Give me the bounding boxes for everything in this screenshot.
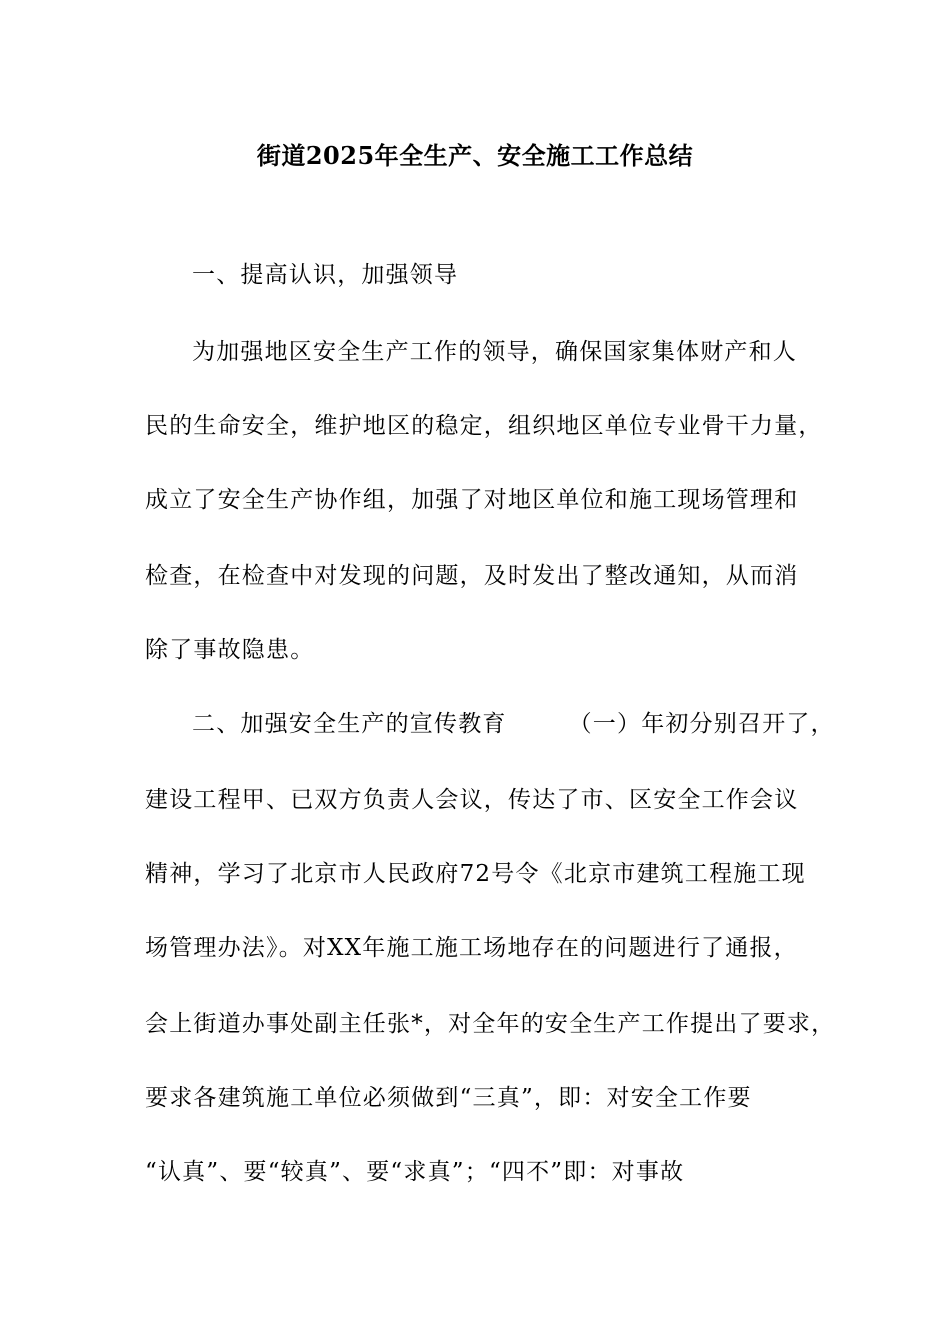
section-heading-2-line [192,709,835,739]
paragraph-line: 场管理办法》。对XX年施工施工场地存在的问题进行了通报， [145,935,798,961]
section-heading-1: 一、提高认识，加强领导 [192,262,459,288]
document-title: 街道2025年全生产、安全施工工作总结 [256,141,694,170]
paragraph-line: 成立了安全生产协作组，加强了对地区单位和施工现场管理和 [145,487,799,513]
section-2-continuation: （一）年初分别召开了， [568,711,835,737]
paragraph-line: 检查，在检查中对发现的问题，及时发出了整改通知，从而消 [145,563,799,589]
paragraph-line: 要求各建筑施工单位必须做到“三真”，即：对安全工作要 [145,1085,752,1111]
paragraph-line: 除了事故隐患。 [145,637,315,663]
paragraph-line: 精神，学习了北京市人民政府72号令《北京市建筑工程施工现 [145,861,806,887]
paragraph-line: 民的生命安全，维护地区的稳定，组织地区单位专业骨干力量， [145,413,823,439]
section-heading-2: 二、加强安全生产的宣传教育 [192,711,507,737]
paragraph-line: 会上街道办事处副主任张*，对全年的安全生产工作提出了要求， [145,1011,836,1037]
paragraph-line: 建设工程甲、已双方负责人会议，传达了市、区安全工作会议 [145,787,799,813]
paragraph-line: 为加强地区安全生产工作的领导，确保国家集体财产和人 [192,339,797,365]
paragraph-line: “认真”、要“较真”、要“求真”；“四不”即：对事故 [145,1159,685,1185]
